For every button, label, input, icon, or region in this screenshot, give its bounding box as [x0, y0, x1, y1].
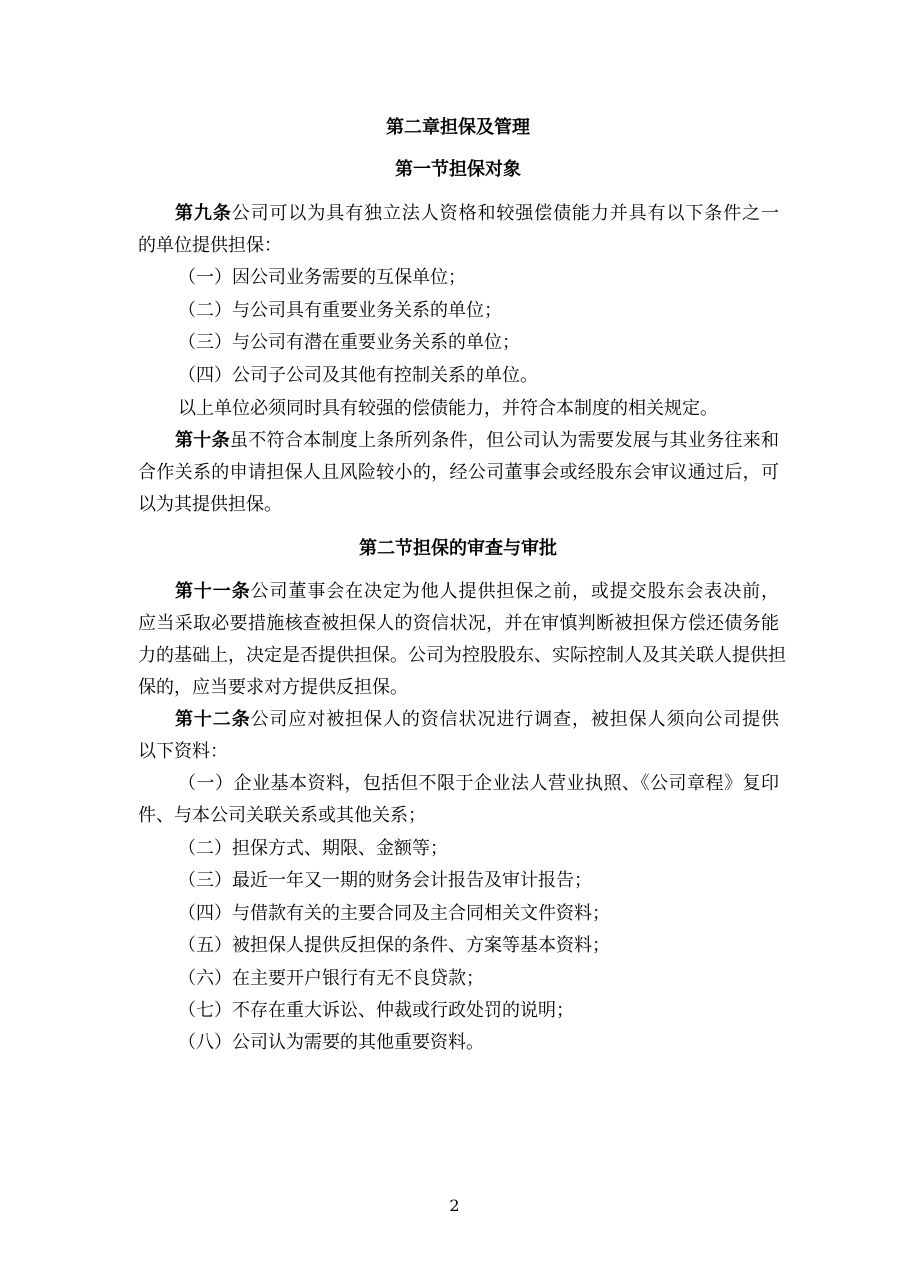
list-item: （四）与借款有关的主要合同及主合同相关文件资料；: [178, 903, 610, 924]
article-10: [175, 429, 779, 453]
summary-text: 以上单位必须同时具有较强的偿债能力，并符合本制度的相关规定。: [178, 398, 718, 419]
list-item: （七）不存在重大诉讼、仲裁或行政处罚的说明；: [178, 1000, 574, 1021]
article-text: 公司应对被担保人的资信状况进行调查，被担保人须向公司提供: [250, 709, 780, 730]
list-item: （三）与公司有潜在重要业务关系的单位；: [178, 332, 520, 353]
article-label: 第十条: [175, 430, 230, 451]
article-text: 公司可以为具有独立法人资格和较强偿债能力并具有以下条件之一: [231, 203, 780, 224]
list-item: （三）最近一年又一期的财务会计报告及审计报告；: [178, 870, 592, 891]
list-item-continuation: 件、与本公司关联关系或其他关系；: [138, 805, 426, 826]
chapter-title: 第二章担保及管理: [386, 117, 530, 138]
list-item: （四）公司子公司及其他有控制关系的单位。: [178, 365, 538, 386]
article-text: 虽不符合本制度上条所列条件，但公司认为需要发展与其业务往来和: [229, 430, 779, 451]
article-text: 合作关系的申请担保人且风险较小的，经公司董事会或经股东会审议通过后，可: [138, 462, 779, 483]
article-text: 应当采取必要措施核查被担保人的资信状况，并在审慎判断被担保方偿还债务能: [138, 613, 779, 634]
list-item: （五）被担保人提供反担保的条件、方案等基本资料；: [178, 935, 610, 956]
article-12: [175, 708, 779, 732]
article-11: [175, 580, 779, 604]
list-item: （一）企业基本资料，包括但不限于企业法人营业执照、《公司章程》复印: [178, 773, 779, 794]
page-number: 2: [449, 1196, 460, 1215]
list-item: （二）与公司具有重要业务关系的单位；: [178, 300, 502, 321]
article-text: 保的，应当要求对方提供反担保。: [138, 677, 408, 698]
article-text: 力的基础上，决定是否提供担保。公司为控股股东、实际控制人及其关联人提供担: [138, 645, 786, 666]
article-label: 第九条: [175, 203, 232, 224]
article-label: 第十二条: [175, 709, 251, 730]
article-text: 以下资料：: [138, 741, 228, 762]
article-label: 第十一条: [175, 581, 251, 602]
article-text: 的单位提供担保：: [138, 235, 282, 256]
article-9: [175, 202, 779, 226]
section-title: 第一节担保对象: [395, 159, 521, 180]
section-title: 第二节担保的审查与审批: [359, 538, 557, 559]
article-text: 以为其提供担保。: [138, 494, 282, 515]
list-item: （六）在主要开户银行有无不良贷款；: [178, 968, 484, 989]
list-item: （二）担保方式、期限、金额等；: [178, 838, 448, 859]
list-item: （八）公司认为需要的其他重要资料。: [178, 1032, 484, 1053]
list-item: （一）因公司业务需要的互保单位；: [178, 267, 466, 288]
article-text: 公司董事会在决定为他人提供担保之前，或提交股东会表决前，: [250, 581, 780, 602]
